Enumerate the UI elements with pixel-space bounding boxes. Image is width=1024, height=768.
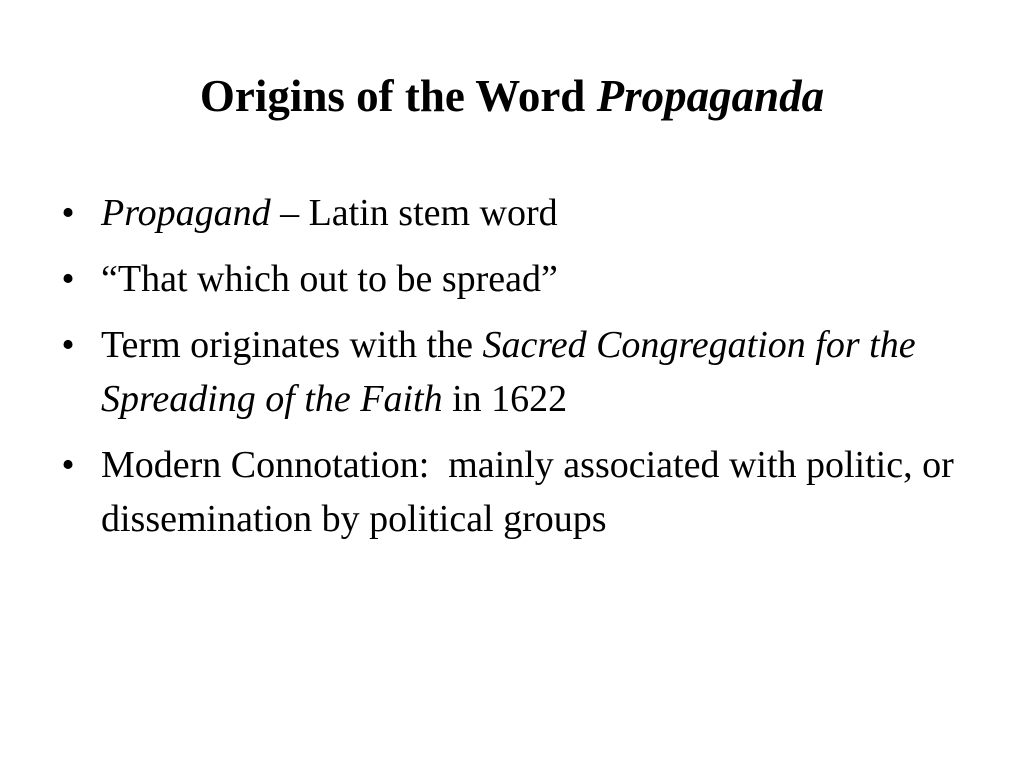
bullet-text-segment: Propagand (101, 192, 271, 234)
slide-title-emphasis: Propaganda (596, 71, 825, 121)
bullet-dot-icon: • (61, 444, 75, 486)
bullet-text-segment: – Latin stem word (270, 192, 558, 234)
bullet-list (58, 186, 964, 558)
bullet-text-segment: “That which out to be spread” (101, 258, 558, 300)
bullet-dot-icon: • (61, 258, 75, 300)
bullet-dot-icon: • (61, 324, 75, 366)
bullet-item (58, 438, 964, 546)
bullet-text-segment: in 1622 (442, 378, 568, 420)
bullet-item (58, 186, 958, 240)
bullet-item (58, 318, 958, 426)
slide-title-text: Origins of the Word (199, 71, 597, 121)
bullet-text-segment: Modern Connotation: mainly associated with politic, or dissemination by political groups (101, 444, 964, 540)
bullet-dot-icon: • (61, 192, 75, 234)
bullet-text-segment: Sacred Congregation for the Spreading of the Faith (101, 324, 916, 420)
slide-title (0, 68, 1024, 124)
bullet-item (58, 252, 958, 306)
bullet-text-segment: Term originates with the (101, 324, 483, 366)
